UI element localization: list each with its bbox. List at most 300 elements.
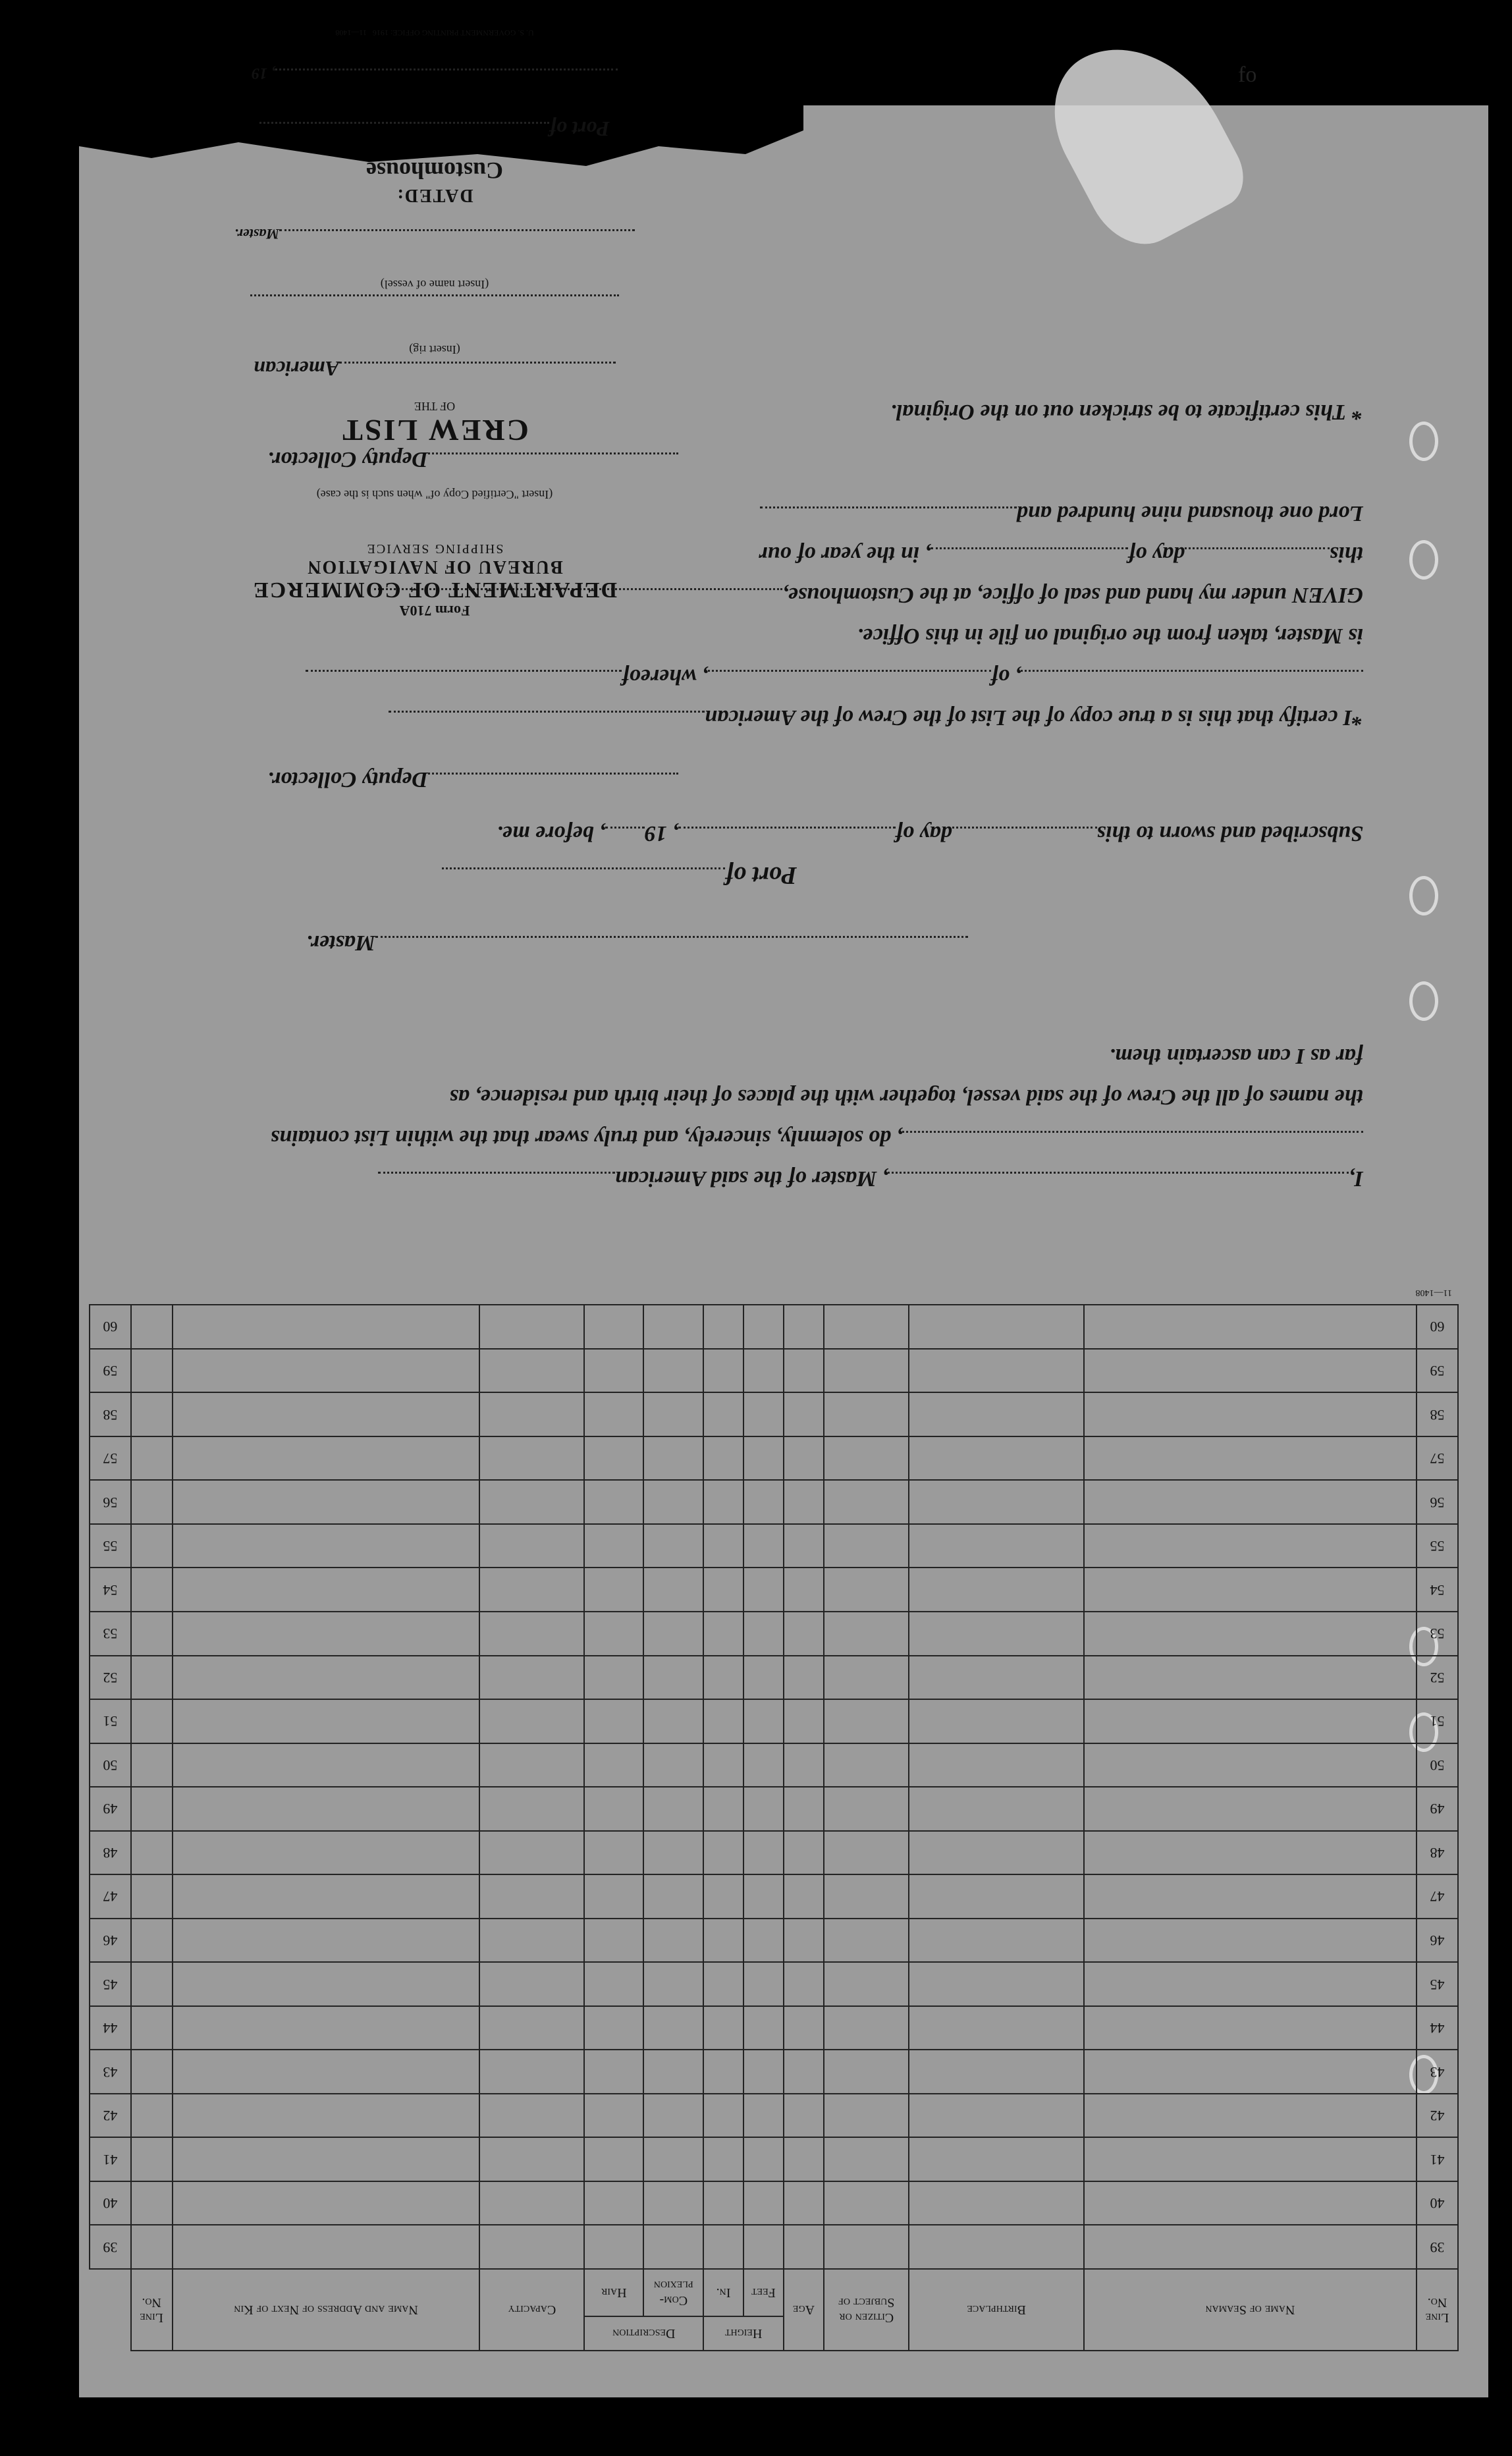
table-cell[interactable] [480,2006,585,2050]
table-cell[interactable] [131,1349,173,1393]
table-cell[interactable] [584,2225,643,2269]
table-cell[interactable] [173,2006,480,2050]
table-cell[interactable] [703,1831,743,1875]
table-cell[interactable] [173,1436,480,1481]
table-cell[interactable] [480,1524,585,1568]
table-cell[interactable] [173,2225,480,2269]
table-cell[interactable] [909,1656,1083,1700]
table-cell[interactable] [1084,1568,1417,1612]
table-cell[interactable] [643,1699,703,1743]
table-cell[interactable] [703,1919,743,1963]
line-number: 46 [1417,1919,1458,1963]
table-cell[interactable] [131,1612,173,1656]
table-cell[interactable] [743,1392,784,1436]
table-cell[interactable] [173,1524,480,1568]
table-cell[interactable] [824,1962,909,2006]
table-row [90,2006,1458,2050]
table-cell[interactable] [909,1699,1083,1743]
cert-port-blank[interactable] [708,670,991,692]
col-line-no-right: Line No. [131,2269,173,2351]
col-age: Age [784,2269,824,2351]
sworn-day-blank[interactable] [952,827,1097,848]
table-cell[interactable] [643,1612,703,1656]
table-cell[interactable] [909,1568,1083,1612]
table-cell[interactable] [784,1612,824,1656]
form-number: Form 710A [399,603,470,619]
table-cell[interactable] [643,2094,703,2138]
table-cell[interactable] [743,1656,784,1700]
table-cell[interactable] [909,1349,1083,1393]
table-cell[interactable] [584,1874,643,1919]
table-cell[interactable] [743,1919,784,1963]
cert-master-blank[interactable] [306,670,622,692]
table-cell[interactable] [584,1699,643,1743]
table-cell[interactable] [173,1831,480,1875]
table-cell[interactable] [480,1919,585,1963]
table-cell[interactable] [703,1436,743,1481]
table-cell[interactable] [784,1392,824,1436]
cover-master-label: Master. [234,226,279,242]
sworn-month-blank[interactable] [678,827,896,848]
cert-day-blank[interactable] [1185,547,1330,569]
table-cell[interactable] [131,1699,173,1743]
table-cell[interactable] [784,1656,824,1700]
vessel-blank[interactable] [378,1172,615,1193]
table-cell[interactable] [743,1831,784,1875]
master-oath [267,759,1363,1199]
table-cell[interactable] [480,1612,585,1656]
table-cell[interactable] [173,1874,480,1919]
corner-mark: fo [1238,63,1257,87]
table-cell[interactable] [1084,1831,1417,1875]
cert-month-blank[interactable] [931,547,1128,569]
table-cell[interactable] [1084,1919,1417,1963]
table-cell[interactable] [743,1874,784,1919]
table-cell[interactable] [1084,1874,1417,1919]
table-cell[interactable] [1084,1480,1417,1524]
table-cell[interactable] [173,1392,480,1436]
table-cell[interactable] [703,1392,743,1436]
table-cell[interactable] [643,1962,703,2006]
rig-blank[interactable] [339,362,616,383]
table-cell[interactable] [1084,1392,1417,1436]
table-cell[interactable] [480,1787,585,1831]
table-cell[interactable] [824,1919,909,1963]
table-cell[interactable] [784,1787,824,1831]
table-cell[interactable] [909,1874,1083,1919]
table-cell[interactable] [703,1962,743,2006]
table-cell[interactable] [131,1656,173,1700]
line-number: 55 [90,1524,131,1568]
line-number: 57 [90,1436,131,1481]
table-cell[interactable] [743,1305,784,1349]
table-cell[interactable] [173,1612,480,1656]
cert-year-text: , in the year of our [759,542,931,566]
table-cell[interactable] [743,2181,784,2225]
table-cell[interactable] [743,1962,784,2006]
table-cell[interactable] [909,2137,1083,2181]
table-cell[interactable] [703,1874,743,1919]
table-cell[interactable] [784,1349,824,1393]
table-cell[interactable] [1084,1962,1417,2006]
table-cell[interactable] [131,1919,173,1963]
table-cell[interactable] [480,1656,585,1700]
table-cell[interactable] [173,1305,480,1349]
table-cell[interactable] [743,1568,784,1612]
certified-copy-note: (Insert "Certified Copy of" when such is the case) [316,488,553,501]
table-cell[interactable] [584,1436,643,1481]
table-cell[interactable] [824,1656,909,1700]
table-cell[interactable] [703,2006,743,2050]
table-cell[interactable] [480,1743,585,1787]
table-cell[interactable] [1084,1612,1417,1656]
table-cell[interactable] [909,1787,1083,1831]
table-cell[interactable] [824,1392,909,1436]
table-cell[interactable] [584,1962,643,2006]
table-cell[interactable] [824,2181,909,2225]
table-cell[interactable] [1084,1436,1417,1481]
table-cell[interactable] [743,1480,784,1524]
table-cell[interactable] [131,1392,173,1436]
table-cell[interactable] [131,1874,173,1919]
table-cell[interactable] [131,2050,173,2094]
table-cell[interactable] [480,1392,585,1436]
table-cell[interactable] [173,1656,480,1700]
table-cell[interactable] [131,1787,173,1831]
table-cell[interactable] [703,1699,743,1743]
table-cell[interactable] [584,1787,643,1831]
cert-this-text: this [1329,542,1363,566]
table-cell[interactable] [1084,1349,1417,1393]
master-signature-blank[interactable] [375,936,968,958]
table-cell[interactable] [703,2094,743,2138]
table-cell[interactable] [173,1349,480,1393]
table-cell[interactable] [909,1962,1083,2006]
table-cell[interactable] [131,1305,173,1349]
table-cell[interactable] [784,2181,824,2225]
table-cell[interactable] [643,1305,703,1349]
table-cell[interactable] [131,1524,173,1568]
department-title: DEPARTMENT OF COMMERCE [252,578,618,602]
table-cell[interactable] [1084,1787,1417,1831]
table-cell[interactable] [584,2050,643,2094]
certificate-line3: is Master, taken from the original on file in this Office. [857,624,1363,648]
table-cell[interactable] [784,1743,824,1787]
table-cell[interactable] [643,1743,703,1787]
table-cell[interactable] [703,1612,743,1656]
table-cell[interactable] [131,2094,173,2138]
table-cell[interactable] [743,1743,784,1787]
deputy-signature-blank[interactable] [428,773,678,794]
table-cell[interactable] [824,1874,909,1919]
line-number: 52 [1417,1656,1458,1700]
table-cell[interactable] [824,2137,909,2181]
table-cell[interactable] [131,1436,173,1481]
table-cell[interactable] [784,1305,824,1349]
table-cell[interactable] [480,1874,585,1919]
table-cell[interactable] [1084,1699,1417,1743]
cover-port-blank[interactable] [259,122,549,144]
cover-year-label: , 19 [252,65,275,82]
col-capacity: Capacity [480,2269,585,2351]
table-cell[interactable] [784,2006,824,2050]
table-cell[interactable] [743,1524,784,1568]
table-cell[interactable] [743,2225,784,2269]
table-cell[interactable] [173,2094,480,2138]
certificate-line1: *I certify that this is a true copy of the List of the Crew of the American [705,705,1363,730]
table-cell[interactable] [743,2094,784,2138]
table-cell[interactable] [584,2006,643,2050]
table-cell[interactable] [480,1436,585,1481]
table-cell[interactable] [784,1480,824,1524]
table-cell[interactable] [824,2225,909,2269]
table-cell[interactable] [909,1524,1083,1568]
table-cell[interactable] [643,1787,703,1831]
table-cell[interactable] [784,1436,824,1481]
table-cell[interactable] [1084,2225,1417,2269]
table-cell[interactable] [784,1831,824,1875]
table-cell[interactable] [643,1524,703,1568]
table-cell[interactable] [584,2137,643,2181]
table-row [90,1612,1458,1656]
table-cell[interactable] [643,2225,703,2269]
table-cell[interactable] [909,2094,1083,2138]
table-cell[interactable] [173,1480,480,1524]
table-cell[interactable] [584,1656,643,1700]
table-cell[interactable] [1084,1656,1417,1700]
oath-line2: , do solemnly, sincerely, and truly swear that the within List contains [270,1126,902,1150]
table-cell[interactable] [584,2181,643,2225]
table-cell[interactable] [784,2137,824,2181]
line-number: 59 [90,1349,131,1393]
cert-year-blank[interactable] [760,506,1017,528]
vessel-name-blank[interactable] [902,1131,1363,1153]
table-cell[interactable] [824,1787,909,1831]
sworn-year-blank[interactable] [605,827,645,848]
table-cell[interactable] [131,1743,173,1787]
line-number: 57 [1417,1436,1458,1481]
table-cell[interactable] [824,2006,909,2050]
table-cell[interactable] [703,2050,743,2094]
oath-i: I, [1349,1166,1363,1191]
table-cell[interactable] [824,1831,909,1875]
table-cell[interactable] [784,1699,824,1743]
table-cell[interactable] [480,1305,585,1349]
table-cell[interactable] [643,2181,703,2225]
table-cell[interactable] [173,2050,480,2094]
table-cell[interactable] [480,1699,585,1743]
table-cell[interactable] [824,1524,909,1568]
table-cell[interactable] [703,1480,743,1524]
table-cell[interactable] [703,2225,743,2269]
table-cell[interactable] [1084,1305,1417,1349]
table-cell[interactable] [703,1524,743,1568]
table-cell[interactable] [480,1962,585,2006]
table-cell[interactable] [784,1962,824,2006]
table-cell[interactable] [643,1919,703,1963]
line-number: 52 [90,1656,131,1700]
table-cell[interactable] [703,1349,743,1393]
table-cell[interactable] [480,2225,585,2269]
table-cell[interactable] [743,2137,784,2181]
table-cell[interactable] [824,1436,909,1481]
table-cell[interactable] [824,1568,909,1612]
table-cell[interactable] [584,1568,643,1612]
table-cell[interactable] [824,1480,909,1524]
table-cell[interactable] [173,2137,480,2181]
table-cell[interactable] [173,2181,480,2225]
table-cell[interactable] [703,2181,743,2225]
table-cell[interactable] [480,1480,585,1524]
table-cell[interactable] [584,2094,643,2138]
table-cell[interactable] [480,2094,585,2138]
table-cell[interactable] [480,1349,585,1393]
line-number: 47 [90,1874,131,1919]
table-cell[interactable] [784,1568,824,1612]
table-cell[interactable] [584,1919,643,1963]
table-cell[interactable] [173,1568,480,1612]
table-cell[interactable] [743,1349,784,1393]
table-cell[interactable] [1084,2137,1417,2181]
table-row [90,2050,1458,2094]
table-cell[interactable] [784,2050,824,2094]
table-cell[interactable] [584,1524,643,1568]
table-cell[interactable] [643,1656,703,1700]
table-cell[interactable] [703,1568,743,1612]
table-cell[interactable] [643,2006,703,2050]
table-cell[interactable] [743,1436,784,1481]
table-cell[interactable] [909,2181,1083,2225]
table-cell[interactable] [909,2050,1083,2094]
table-cell[interactable] [824,1743,909,1787]
table-cell[interactable] [173,1919,480,1963]
table-cell[interactable] [643,1831,703,1875]
table-cell[interactable] [131,1568,173,1612]
table-cell[interactable] [1084,1524,1417,1568]
table-cell[interactable] [743,2050,784,2094]
table-cell[interactable] [643,1349,703,1393]
table-cell[interactable] [131,1962,173,2006]
table-cell[interactable] [584,1480,643,1524]
table-cell[interactable] [703,1743,743,1787]
table-cell[interactable] [643,1480,703,1524]
table-cell[interactable] [784,1919,824,1963]
table-cell[interactable] [909,1743,1083,1787]
table-cell[interactable] [824,2050,909,2094]
table-cell[interactable] [643,1568,703,1612]
port-blank[interactable] [442,867,725,889]
table-cell[interactable] [784,1524,824,1568]
table-cell[interactable] [173,1962,480,2006]
vessel-name-cover-blank[interactable] [250,294,619,316]
table-cell[interactable] [584,1743,643,1787]
table-cell[interactable] [784,2225,824,2269]
table-cell[interactable] [1084,2094,1417,2138]
table-row [90,1392,1458,1436]
cert-vessel-blank[interactable] [389,711,705,732]
table-cell[interactable] [909,1392,1083,1436]
master-cover-blank[interactable] [279,229,635,251]
table-cell[interactable] [173,1699,480,1743]
table-cell[interactable] [703,2137,743,2181]
table-cell[interactable] [909,2225,1083,2269]
table-cell[interactable] [131,2225,173,2269]
line-number: 41 [1417,2137,1458,2181]
port-label: Port of [725,861,797,889]
certificate-line6: Lord one thousand nine hundred and [1016,501,1363,526]
oath-line4: far as I can ascertain them. [1109,1044,1363,1068]
table-cell[interactable] [824,1349,909,1393]
table-cell[interactable] [480,2181,585,2225]
table-cell[interactable] [480,2050,585,2094]
table-cell[interactable] [909,2006,1083,2050]
table-cell[interactable] [643,1436,703,1481]
table-cell[interactable] [703,1305,743,1349]
table-cell[interactable] [909,1436,1083,1481]
table-cell[interactable] [909,1831,1083,1875]
table-cell[interactable] [1084,1743,1417,1787]
table-cell[interactable] [643,2050,703,2094]
table-cell[interactable] [584,1831,643,1875]
table-cell[interactable] [824,2094,909,2138]
table-cell[interactable] [743,1699,784,1743]
master-name-blank[interactable] [888,1172,1349,1193]
table-cell[interactable] [909,1480,1083,1524]
table-cell[interactable] [1084,2050,1417,2094]
cert-name-blank[interactable] [1021,670,1363,692]
cert-whereof-text: , whereof [622,665,708,689]
table-cell[interactable] [173,1787,480,1831]
table-row [90,1787,1458,1831]
table-cell[interactable] [909,1612,1083,1656]
table-cell[interactable] [703,1787,743,1831]
table-cell[interactable] [584,1392,643,1436]
table-cell[interactable] [743,1612,784,1656]
line-number: 41 [90,2137,131,2181]
table-cell[interactable] [743,2006,784,2050]
table-cell[interactable] [584,1349,643,1393]
table-cell[interactable] [131,2181,173,2225]
table-cell[interactable] [824,1305,909,1349]
crew-list-title: CREW LIST [340,414,529,447]
table-cell[interactable] [131,1480,173,1524]
table-cell[interactable] [131,2006,173,2050]
table-cell[interactable] [784,2094,824,2138]
table-cell[interactable] [643,2137,703,2181]
table-cell[interactable] [131,2137,173,2181]
table-row [90,2094,1458,2138]
table-cell[interactable] [909,1305,1083,1349]
table-cell[interactable] [909,1919,1083,1963]
table-cell[interactable] [584,1612,643,1656]
table-cell[interactable] [824,1699,909,1743]
table-cell[interactable] [480,1831,585,1875]
table-cell[interactable] [1084,2181,1417,2225]
table-cell[interactable] [784,1874,824,1919]
table-cell[interactable] [743,1787,784,1831]
table-cell[interactable] [643,1392,703,1436]
table-cell[interactable] [480,1568,585,1612]
table-cell[interactable] [173,1743,480,1787]
table-cell[interactable] [1084,2006,1417,2050]
cover-date-blank[interactable] [275,68,618,90]
table-cell[interactable] [703,1656,743,1700]
table-cell[interactable] [824,1612,909,1656]
table-cell[interactable] [643,1874,703,1919]
table-cell[interactable] [131,1831,173,1875]
table-cell[interactable] [480,2137,585,2181]
table-cell[interactable] [584,1305,643,1349]
